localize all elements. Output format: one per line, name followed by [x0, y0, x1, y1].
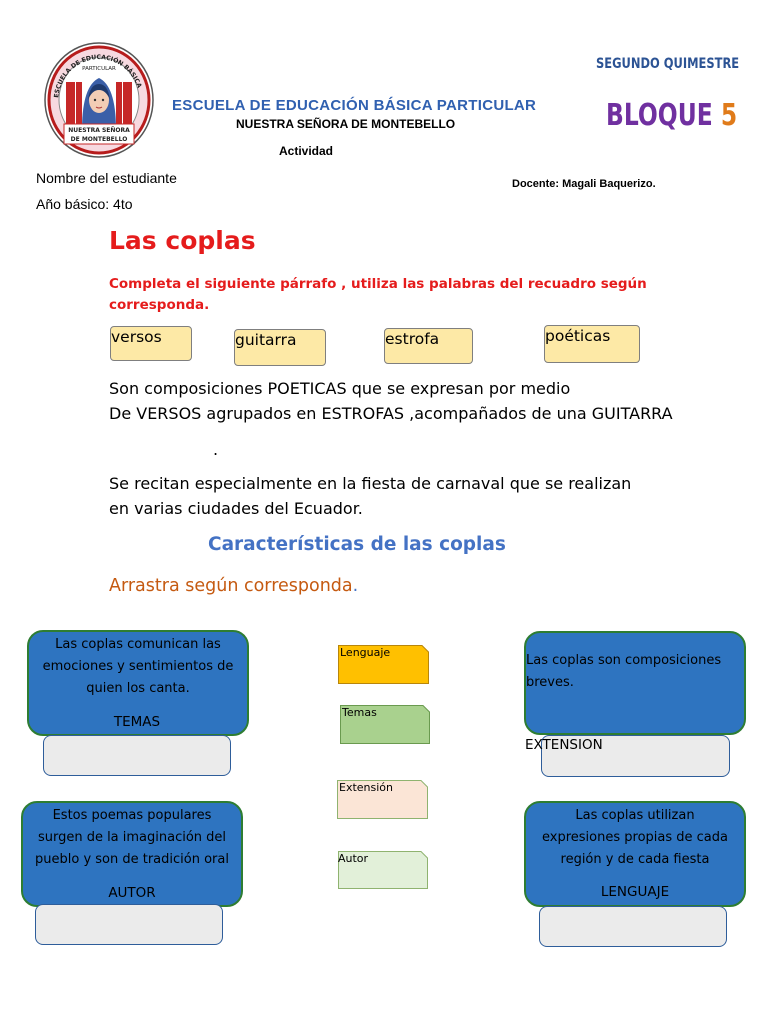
- grade-label: Año básico: 4to: [36, 196, 133, 212]
- card-label: AUTOR: [108, 885, 156, 901]
- card-label: EXTENSION: [525, 737, 603, 753]
- answer-drop-box-lenguaje[interactable]: [539, 906, 727, 947]
- bloque-text: BLOQUE: [606, 98, 713, 133]
- card-temas: [27, 630, 249, 736]
- card-line: expresiones propias de cada: [542, 830, 728, 845]
- card-line: Las coplas son composiciones: [526, 653, 722, 668]
- card-line: Las coplas utilizan: [575, 808, 695, 823]
- card-line: breves.: [526, 675, 574, 690]
- word-box-versos[interactable]: [110, 326, 192, 361]
- logo-ring-text-2: PARTICULAR: [82, 66, 116, 72]
- card-line: Estos poemas populares: [52, 808, 212, 823]
- word-label: versos: [111, 328, 162, 346]
- tag-temas[interactable]: [340, 705, 430, 744]
- paragraph-1-line-2: De VERSOS agrupados en ESTROFAS ,acompañados de una GUITARRA: [109, 404, 673, 423]
- paragraph-1-dot: .: [213, 440, 219, 459]
- teacher-label: Docente: Magali Baquerizo.: [512, 178, 656, 190]
- card-line: pueblo y son de tradición oral: [35, 852, 229, 867]
- logo-banner-text-2: DE MONTEBELLO: [70, 136, 128, 143]
- bloque-number: 5: [720, 98, 738, 133]
- word-label: estrofa: [385, 330, 440, 348]
- logo-banner-text-1: NUESTRA SEÑORA: [68, 127, 130, 134]
- card-line: emociones y sentimientos de: [42, 659, 234, 674]
- tag-lenguaje[interactable]: [338, 645, 429, 684]
- answer-drop-box-autor[interactable]: [35, 904, 223, 945]
- drag-instruction: [109, 576, 358, 596]
- school-name: ESCUELA DE EDUCACIÓN BÁSICA PARTICULAR: [172, 97, 537, 114]
- tag-label: Extensión: [339, 781, 394, 794]
- instruction-text: Completa el siguiente párrafo , utiliza las palabras del recuadro según corresponda.: [109, 276, 647, 313]
- card-line: Las coplas comunican las: [55, 637, 221, 652]
- page-title: Las coplas: [109, 226, 256, 255]
- tag-label: Lenguaje: [340, 646, 391, 659]
- school-subtitle: NUESTRA SEÑORA DE MONTEBELLO: [236, 117, 456, 131]
- tag-autor[interactable]: [338, 851, 428, 889]
- school-logo: [44, 42, 154, 158]
- word-label: guitarra: [235, 331, 297, 349]
- answer-drop-box-temas[interactable]: [43, 735, 231, 776]
- word-box-estrofa[interactable]: [384, 328, 473, 364]
- tag-label: Autor: [338, 852, 369, 865]
- tag-extension[interactable]: [337, 780, 428, 819]
- card-autor: [21, 801, 243, 907]
- card-line: región y de cada fiesta: [560, 852, 710, 867]
- word-box-guitarra[interactable]: [234, 329, 326, 366]
- word-box-poeticas[interactable]: [544, 325, 640, 363]
- card-label: TEMAS: [113, 714, 161, 730]
- student-name-label: Nombre del estudiante: [36, 170, 177, 186]
- paragraph-2-line-2: en varias ciudades del Ecuador.: [109, 499, 363, 518]
- word-label: poéticas: [545, 327, 611, 345]
- logo-ring-text: ESCUELA DE EDUCACIÓN BÁSICA: [53, 53, 143, 99]
- drag-instruction-text: Arrastra según corresponda: [109, 576, 353, 596]
- card-line: quien los canta.: [86, 681, 190, 696]
- bloque-label: [606, 98, 737, 133]
- paragraph-1-line-1: Son composiciones POETICAS que se expresan por medio: [109, 379, 571, 398]
- section-subtitle: Características de las coplas: [208, 534, 506, 555]
- drag-instruction-dot: .: [352, 576, 359, 596]
- card-extension: [524, 631, 746, 735]
- tag-label: Temas: [342, 706, 377, 719]
- paragraph-2-line-1: Se recitan especialmente en la fiesta de carnaval que se realizan: [109, 474, 632, 493]
- activity-label: Actividad: [279, 144, 334, 158]
- card-label: LENGUAJE: [600, 884, 670, 900]
- quimestre-label: SEGUNDO QUIMESTRE: [596, 56, 740, 72]
- card-lenguaje: [524, 801, 746, 907]
- card-line: surgen de la imaginación del: [37, 830, 227, 845]
